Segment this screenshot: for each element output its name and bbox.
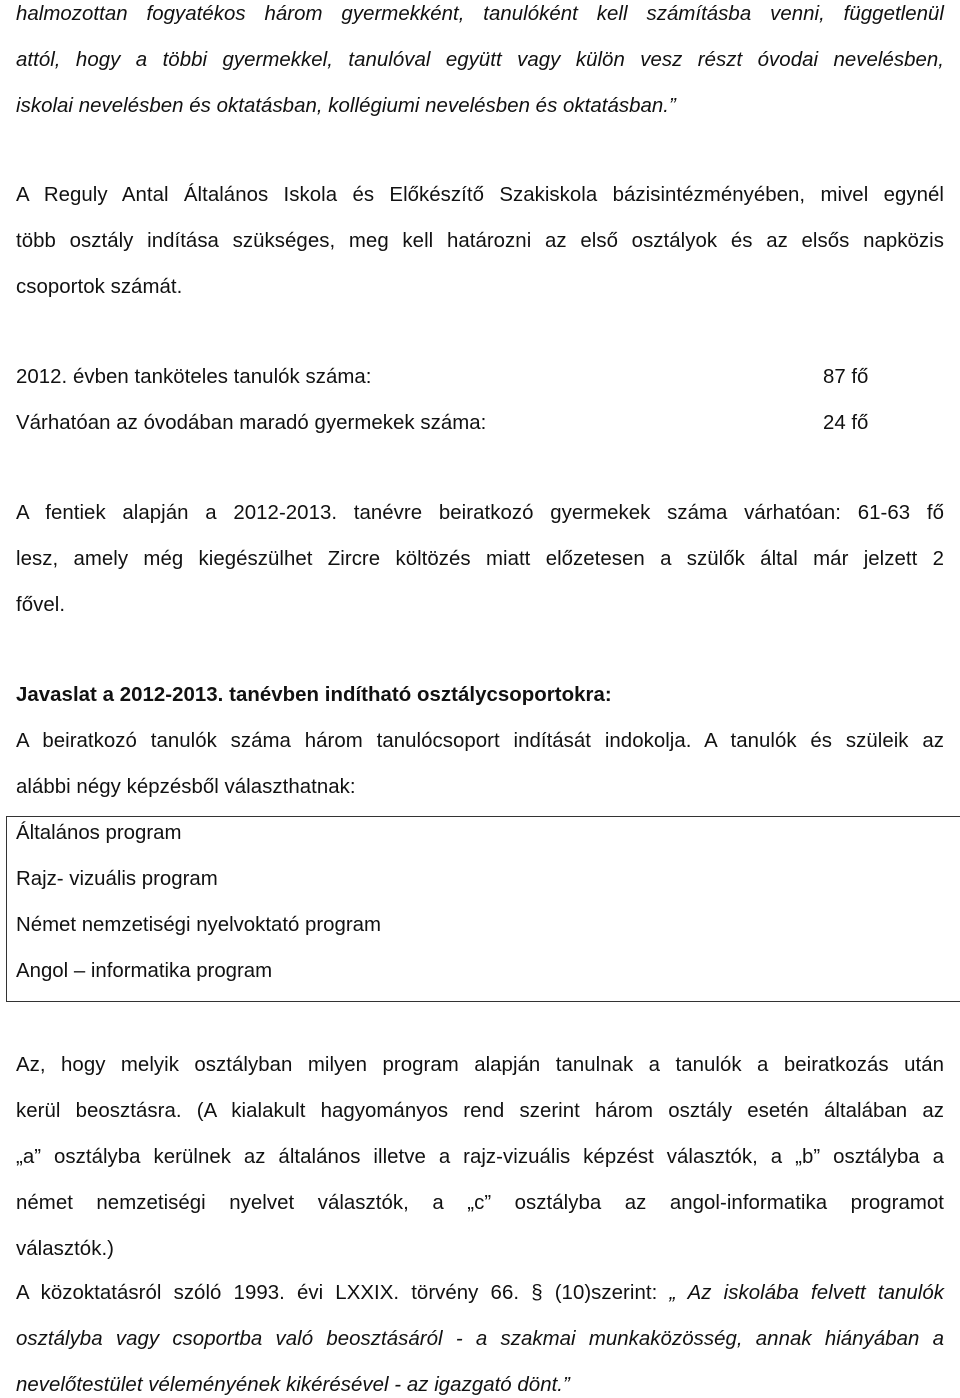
law-quote-prefix: A közoktatásról szóló 1993. évi LXXIX. törvény 66. § (10)szerint: bbox=[16, 1282, 670, 1304]
law-quote-line-1 bbox=[16, 1281, 944, 1305]
proposal-heading: Javaslat a 2012-2013. tanévben indítható osztálycsoportokra: bbox=[16, 684, 612, 706]
groups-paragraph-line-3: csoportok számát. bbox=[16, 276, 183, 298]
program-general: Általános program bbox=[16, 822, 182, 844]
groups-paragraph-line-2: több osztály indítása szükséges, meg kell határozni az első osztályok és az elsős napközis bbox=[16, 230, 944, 252]
stat-label-compulsory: 2012. évben tanköteles tanulók száma: bbox=[16, 366, 372, 388]
stat-value-compulsory: 87 fő bbox=[823, 366, 869, 388]
proposal-line-2: alábbi négy képzésből választhatnak: bbox=[16, 776, 356, 798]
quote-intro-line-2: attól, hogy a többi gyermekkel, tanulóval együtt vagy külön vesz részt óvodai nevelésben, bbox=[16, 49, 944, 71]
quote-intro-line-1: halmozottan fogyatékos három gyermekként, tanulóként kell számításba venni, függetlenül bbox=[16, 3, 944, 25]
program-english-it: Angol – informatika program bbox=[16, 960, 273, 982]
classes-paragraph-line-3: „a” osztályba kerülnek az általános illetve a rajz-vizuális képzést választók, a „b” osztályba a bbox=[16, 1146, 944, 1168]
program-art-visual: Rajz- vizuális program bbox=[16, 868, 218, 890]
programs-box bbox=[6, 816, 960, 1002]
classes-paragraph-line-1: Az, hogy melyik osztályban milyen program alapján tanulnak a tanulók a beiratkozás után bbox=[16, 1054, 944, 1076]
classes-paragraph-line-4: német nemzetiségi nyelvet választók, a „c” osztályba az angol-informatika programot bbox=[16, 1192, 944, 1214]
classes-paragraph-line-5: választók.) bbox=[16, 1238, 115, 1260]
groups-paragraph-line-1: A Reguly Antal Általános Iskola és Előkészítő Szakiskola bázisintézményében, mivel egynél bbox=[16, 184, 944, 206]
enrollment-paragraph-line-3: fővel. bbox=[16, 594, 66, 616]
proposal-line-1: A beiratkozó tanulók száma három tanulócsoport indítását indokolja. A tanulók és szüleik az bbox=[16, 730, 944, 752]
law-quote-italic-start: „ Az iskolába felvett tanulók bbox=[669, 1282, 945, 1304]
classes-paragraph-line-2: kerül beosztásra. (A kialakult hagyományos rend szerint három osztály esetén általában az bbox=[16, 1100, 944, 1122]
enrollment-paragraph-line-2: lesz, amely még kiegészülhet Zircre költözés miatt előzetesen a szülők által már jelzett 2 bbox=[16, 548, 944, 570]
stat-value-kindergarten: 24 fő bbox=[823, 412, 869, 434]
quote-intro-line-3: iskolai nevelésben és oktatásban, kollégiumi nevelésben és oktatásban.” bbox=[16, 95, 676, 117]
stat-label-kindergarten: Várhatóan az óvodában maradó gyermekek száma: bbox=[16, 412, 487, 434]
enrollment-paragraph-line-1: A fentiek alapján a 2012-2013. tanévre beiratkozó gyermekek száma várhatóan: 61-63 fő bbox=[16, 502, 944, 524]
program-german-nationality: Német nemzetiségi nyelvoktató program bbox=[16, 914, 381, 936]
law-quote-line-2: osztályba vagy csoportba való beosztásáról - a szakmai munkaközösség, annak hiányában a bbox=[16, 1328, 944, 1350]
law-quote-line-3: nevelőtestület véleményének kikérésével - az igazgató dönt.” bbox=[16, 1374, 570, 1396]
